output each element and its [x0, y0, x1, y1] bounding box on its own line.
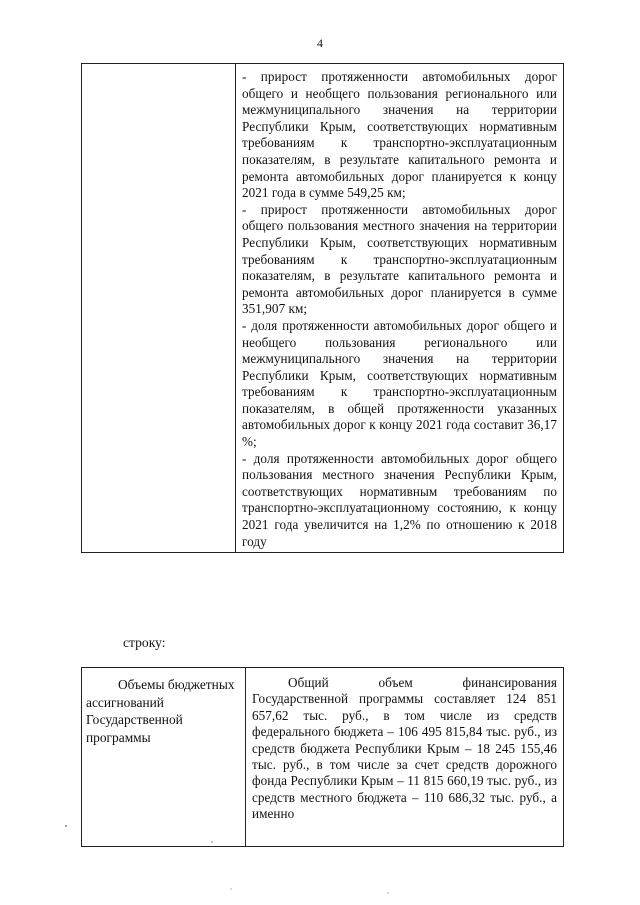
section-label: строку:: [123, 635, 166, 650]
budget-label: Объемы бюджетных ассигнований Государственной программы: [86, 677, 235, 745]
budget-text: Общий объем финансирования Государственной программы составляет 124 851 657,62 тыс. руб., в том числе из средств федерального бюджета – 106 495 815,84 тыс. руб., из средств бюджета Республики Крым – 18 245 155,46 тыс. руб., в том числе за счет средств дорожного фонда Республики Крым – 11 815 660,19 тыс. руб., из средств местного бюджета – 110 686,32 тыс. руб., а именно: [252, 675, 557, 822]
indicator-item-4: - доля протяженности автомобильных дорог общего пользования местного значения Республики Крым, соответствующих нормативным требованиям по транспортно-эксплуатационному состоянию, к концу 2021 года увеличится на 1,2% по отношению к 2018 году: [242, 450, 557, 549]
indicator-item-2: - прирост протяженности автомобильных дорог общего пользования местного значения на территории Республики Крым, соответствующих нормативным требованиям к транспортно-эксплуатационным показателям, в результате капитального ремонта и ремонта автомобильных дорог планируется в сумме 351,907 км;: [242, 201, 557, 317]
page-number: 4: [317, 36, 323, 50]
indicator-item-3: - доля протяженности автомобильных дорог общего и необщего пользования регионального или межмуниципального значения на территории Республики Крым, соответствующих нормативным требованиям к транспортно-эксплуатационным показателям, в общей протяженности указанных автомобильных дорог к концу 2021 года составит 36,17 %;: [242, 317, 557, 450]
indicator-item-1: - прирост протяженности автомобильных дорог общего и необщего пользования регионального или межмуниципального значения на территории Республики Крым, соответствующих нормативным требованиям к транспортно-эксплуатационным показателям, в результате капитального ремонта и ремонта автомобильных дорог планируется к концу 2021 года в сумме 549,25 км;: [242, 69, 557, 201]
